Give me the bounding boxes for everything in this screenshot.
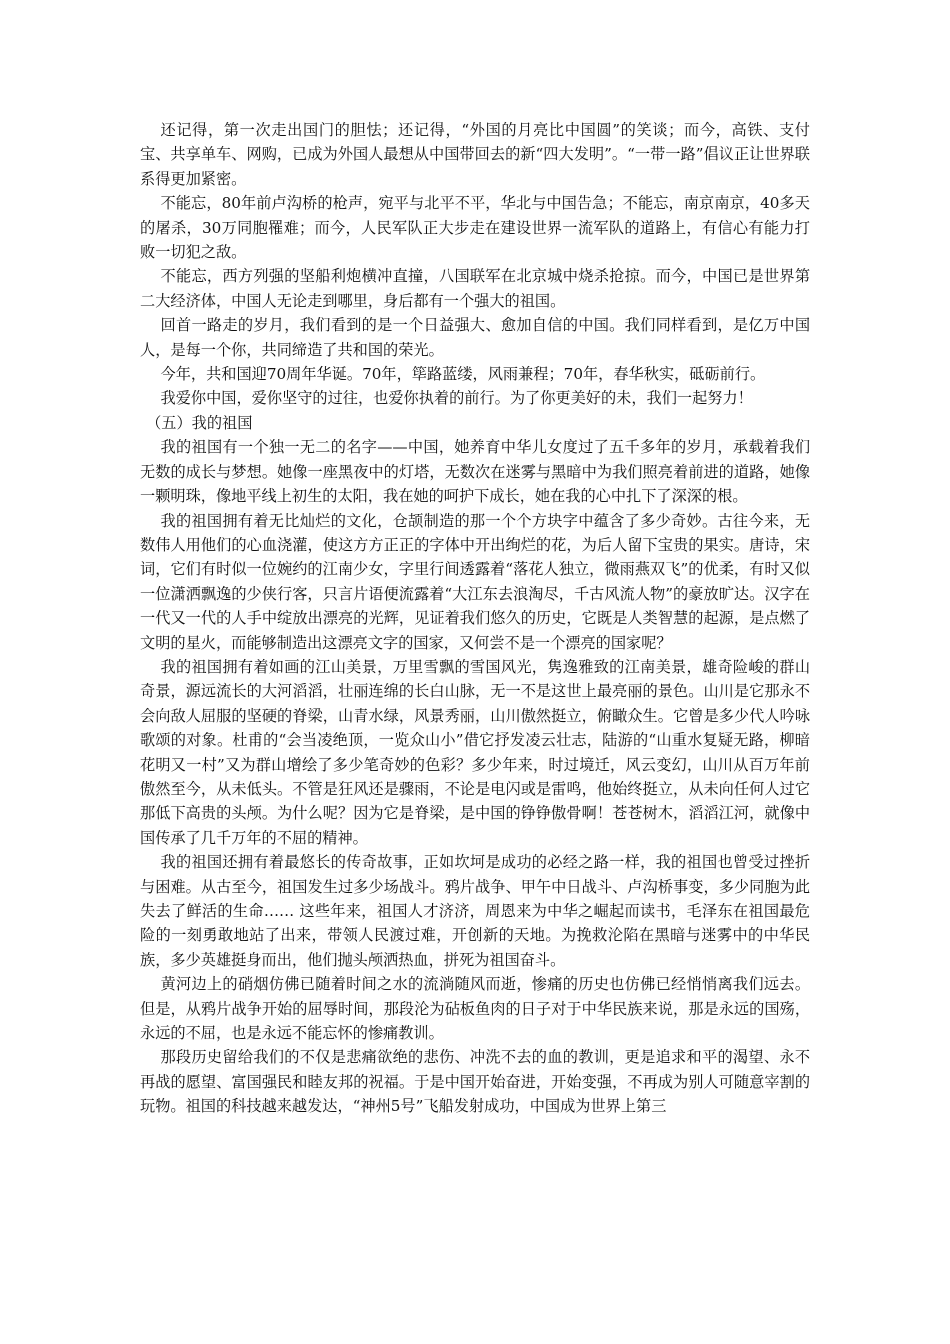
document-body [140,118,810,1119]
paragraph: 我爱你中国，爱你坚守的过往，也爱你执着的前行。为了你更美好的未，我们一起努力！ [160,389,753,408]
paragraph: 还记得，第一次走出国门的胆怯；还记得，“外国的月亮比中国圆”的笑谈；而今，高铁、支付宝、共享单车、网购，已成为外国人最想从中国带回去的新“四大发明”。“一带一路”倡议正让世界联系得更加紧密。 [140,121,810,188]
paragraph: 我的祖国还拥有着最悠长的传奇故事，正如坎坷是成功的必经之路一样，我的祖国也曾受过挫折与困难。从古至今，祖国发生过多少场战斗。鸦片战争、甲午中日战斗、卢沟桥事变，多少同胞为此失去了鲜活的生命…… 这些年来，祖国人才济济，周恩来为中华之崛起而读书，毛泽东在祖国最危险的一刻勇敢地站了出来，带领人民渡过难，开创新的天地。为挽救沦陷在黑暗与迷雾中的中华民族，多少英雄挺身而出，他们抛头颅洒热血，拼死为祖国奋斗。 [140,853,810,969]
paragraph: 回首一路走的岁月，我们看到的是一个日益强大、愈加自信的中国。我们同样看到，是亿万中国人，是每一个你，共同缔造了共和国的荣光。 [140,316,810,359]
paragraph: 不能忘，西方列强的坚船利炮横冲直撞，八国联军在北京城中烧杀抢掠。而今，中国已是世界第二大经济体，中国人无论走到哪里，身后都有一个强大的祖国。 [140,267,810,310]
paragraph: 不能忘，80年前卢沟桥的枪声，宛平与北平不平，华北与中国告急；不能忘，南京南京，40多天的屠杀，30万同胞罹难；而今，人民军队正大步走在建设世界一流军队的道路上，有信心有能力打败一切犯之敌。 [140,194,810,262]
paragraph: 那段历史留给我们的不仅是悲痛欲绝的悲伤、冲洗不去的血的教训，更是追求和平的渴望、永不再战的愿望、富国强民和睦友邦的祝福。于是中国开始奋进，开始变强，不再成为别人可随意宰割的玩物。祖国的科技越来越发达，“神州5号”飞船发射成功，中国成为世界上第三 [140,1048,810,1116]
paragraph: 我的祖国拥有着如画的江山美景，万里雪飘的雪国风光，隽逸雅致的江南美景，雄奇险峻的群山奇景，源远流长的大河滔滔，壮丽连绵的长白山脉，无一不是这世上最亮丽的景色。山川是它那永不会向敌人屈服的坚硬的脊梁，山青水绿，风景秀丽，山川傲然挺立，俯瞰众生。它曾是多少代人吟咏歌颂的对象。杜甫的“会当凌绝顶，一览众山小”借它抒发凌云壮志，陆游的“山重水复疑无路，柳暗花明又一村”又为群山增绘了多少笔奇妙的色彩？多少年来，时过境迁，风云变幻，山川从百万年前傲然至今，从未低头。不管是狂风还是骤雨，不论是电闪或是雷鸣，他始终挺立，从未向任何人过它那低下高贵的头颅。为什么呢？因为它是脊梁，是中国的铮铮傲骨啊！苍苍树木，滔滔江河，就像中国传承了几千万年的不屈的精神。 [140,657,810,847]
section-heading: （五）我的祖国 [146,413,253,432]
paragraph: 黄河边上的硝烟仿佛已随着时间之水的流淌随风而逝，惨痛的历史也仿佛已经悄悄离我们远去。但是，从鸦片战争开始的屈辱时间，那段沦为砧板鱼肉的日子对于中华民族来说，那是永远的国殇，永远的不屈，也是永远不能忘怀的惨痛教训。 [140,975,810,1043]
paragraph: 今年，共和国迎70周年华诞。70年，筚路蓝缕，风雨兼程；70年，春华秋实，砥砺前行。 [160,365,766,384]
paragraph: 我的祖国拥有着无比灿烂的文化，仓颉制造的那一个个方块字中蕴含了多少奇妙。古往今来，无数伟人用他们的心血浇灌，使这方方正正的字体中开出绚烂的花，为后人留下宝贵的果实。唐诗，宋词，它们有时似一位婉约的江南少女，字里行间透露着“落花人独立，微雨燕双飞”的优柔，有时又似一位潇洒飘逸的少侠行客，只言片语便流露着“大江东去浪淘尽，千古风流人物”的豪放旷达。汉字在一代又一代的人手中绽放出漂亮的光辉，见证着我们悠久的历史，它既是人类智慧的起源，是点燃了文明的星火，而能够制造出这漂亮文字的国家，又何尝不是一个漂亮的国家呢？ [140,511,810,652]
paragraph: 我的祖国有一个独一无二的名字——中国，她养育中华儿女度过了五千多年的岁月，承载着我们无数的成长与梦想。她像一座黑夜中的灯塔，无数次在迷雾与黑暗中为我们照亮着前进的道路，她像一颗明珠，像地平线上初生的太阳，我在她的呵护下成长，她在我的心中扎下了深深的根。 [140,438,810,506]
